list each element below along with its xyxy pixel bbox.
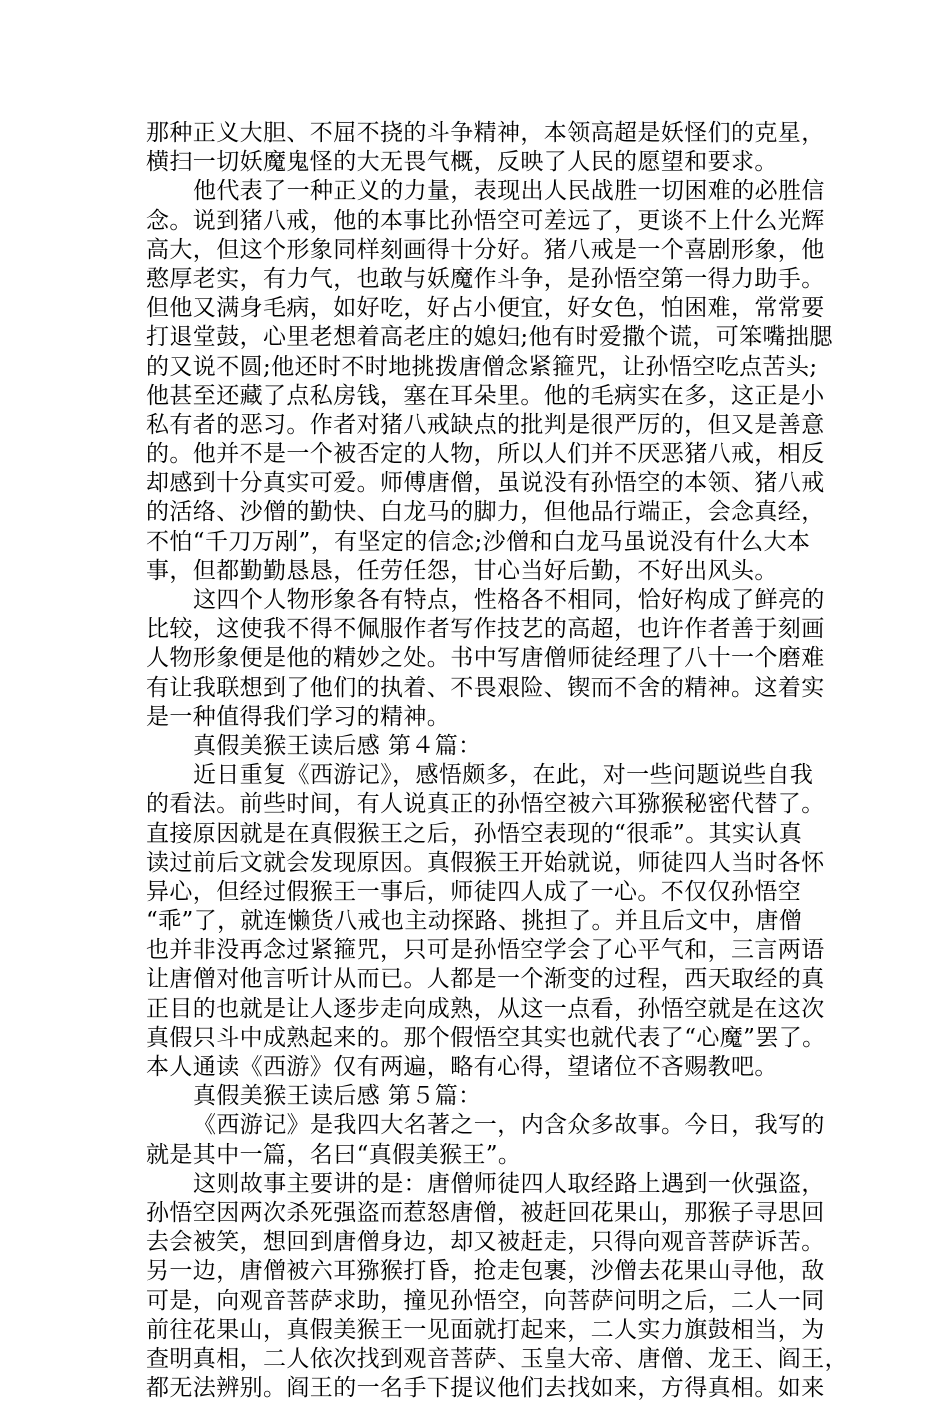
document-body bbox=[146, 119, 848, 1403]
text-line: 是一种值得我们学习的精神。 bbox=[146, 703, 451, 730]
text-line: 去会被笑，想回到唐僧身边，却又被赶走，只得向观音菩萨诉苦。 bbox=[146, 1229, 825, 1256]
text-line: 私有者的恶习。作者对猪八戒缺点的批判是很严厉的，但又是善意 bbox=[146, 411, 825, 438]
text-line: 本人通读《西游》仅有两遍，略有心得，望诸位不吝赐教吧。 bbox=[146, 1054, 778, 1080]
text-line: 的活络、沙僧的勤快、白龙马的脚力，但他品行端正，会念真经， bbox=[146, 499, 825, 526]
text-line: 念。说到猪八戒，他的本事比孙悟空可差远了，更谈不上什么光辉 bbox=[146, 207, 825, 234]
text-line: 另一边，唐僧被六耳猕猴打昏，抢走包裹，沙僧去花果山寻他，敌 bbox=[146, 1258, 825, 1285]
text-line: 近日重复《西游记》，感悟颇多，在此，对一些问题说些自我 bbox=[193, 762, 814, 789]
text-line: 真假美猴王读后感 第５篇： bbox=[193, 1083, 482, 1110]
text-line: 事，但都勤勤恳恳，任劳任怨，甘心当好后勤，不好出风头。 bbox=[146, 557, 778, 584]
text-line: 他代表了一种正义的力量，表现出人民战胜一切困难的必胜信 bbox=[193, 178, 825, 205]
text-line: 却感到十分真实可爱。师傅唐僧，虽说没有孙悟空的本领、猪八戒 bbox=[146, 470, 825, 497]
text-line: 孙悟空因两次杀死强盗而惹怒唐僧，被赶回花果山，那猴子寻思回 bbox=[146, 1199, 825, 1226]
text-line: 比较，这使我不得不佩服作者写作技艺的高超，也许作者善于刻画 bbox=[146, 616, 825, 643]
text-line: “乖”了，就连懒货八戒也主动探路、挑担了。并且后文中，唐僧 bbox=[146, 908, 803, 935]
text-line: 直接原因就是在真假猴王之后，孙悟空表现的“很乖”。其实认真 bbox=[146, 820, 803, 847]
text-line: 横扫一切妖魔鬼怪的大无畏气概，反映了人民的愿望和要求。 bbox=[146, 149, 778, 176]
text-line: 正目的也就是让人逐步走向成熟，从这一点看，孙悟空就是在这次 bbox=[146, 995, 825, 1022]
text-line: 就是其中一篇，名曰“真假美猴王”。 bbox=[146, 1141, 522, 1168]
text-line: 打退堂鼓，心里老想着高老庄的媳妇;他有时爱撒个谎，可笨嘴拙腮 bbox=[146, 324, 833, 351]
text-line: 这则故事主要讲的是：唐僧师徒四人取经路上遇到一伙强盗， bbox=[193, 1170, 825, 1197]
text-line: 查明真相，二人依次找到观音菩萨、玉皇大帝、唐僧、龙王、阎王， bbox=[146, 1345, 848, 1372]
text-line: 真假美猴王读后感 第４篇： bbox=[193, 732, 482, 759]
text-line: 憨厚老实，有力气，也敢与妖魔作斗争，是孙悟空第一得力助手。 bbox=[146, 265, 825, 292]
text-line: 不怕“千刀万剐”，有坚定的信念;沙僧和白龙马虽说没有什么大本 bbox=[146, 528, 811, 555]
text-line: 他甚至还藏了点私房钱，塞在耳朵里。他的毛病实在多，这正是小 bbox=[146, 382, 825, 409]
text-line: 可是，向观音菩萨求助，撞见孙悟空，向菩萨问明之后，二人一同 bbox=[146, 1287, 825, 1314]
text-line: 真假只斗中成熟起来的。那个假悟空其实也就代表了“心魔”罢了。 bbox=[146, 1024, 826, 1051]
text-line: 异心，但经过假猴王一事后，师徒四人成了一心。不仅仅孙悟空 bbox=[146, 878, 802, 905]
text-line: 的看法。前些时间，有人说真正的孙悟空被六耳猕猴秘密代替了。 bbox=[146, 791, 825, 818]
text-line: 都无法辨别。阎王的一名手下提议他们去找如来，方得真相。如来 bbox=[146, 1375, 825, 1402]
text-line: 那种正义大胆、不屈不挠的斗争精神，本领高超是妖怪们的克星， bbox=[146, 120, 825, 146]
text-line: 前往花果山，真假美猴王一见面就打起来，二人实力旗鼓相当，为 bbox=[146, 1316, 825, 1343]
text-line: 但他又满身毛病，如好吃，好占小便宜，好女色，怕困难，常常要 bbox=[146, 295, 825, 322]
text-line: 的又说不圆;他还时不时地挑拨唐僧念紧箍咒，让孙悟空吃点苦头; bbox=[146, 353, 818, 380]
text-line: 这四个人物形象各有特点，性格各不相同，恰好构成了鲜亮的 bbox=[193, 587, 825, 613]
text-line: 也并非没再念过紧箍咒，只可是孙悟空学会了心平气和，三言两语 bbox=[146, 937, 825, 964]
text-line: 高大，但这个形象同样刻画得十分好。猪八戒是一个喜剧形象，他 bbox=[146, 236, 825, 263]
text-line: 读过前后文就会发现原因。真假猴王开始就说，师徒四人当时各怀 bbox=[146, 849, 825, 876]
text-line: 的。他并不是一个被否定的人物，所以人们并不厌恶猪八戒，相反 bbox=[146, 441, 825, 468]
text-line: 《西游记》是我四大名著之一，内含众多故事。今日，我写的 bbox=[193, 1112, 825, 1139]
text-line: 人物形象便是他的精妙之处。书中写唐僧师徒经理了八十一个磨难 bbox=[146, 645, 825, 672]
text-line: 让唐僧对他言听计从而已。人都是一个渐变的过程，西天取经的真 bbox=[146, 966, 825, 993]
text-line: 有让我联想到了他们的执着、不畏艰险、锲而不舍的精神。这着实 bbox=[146, 674, 825, 701]
